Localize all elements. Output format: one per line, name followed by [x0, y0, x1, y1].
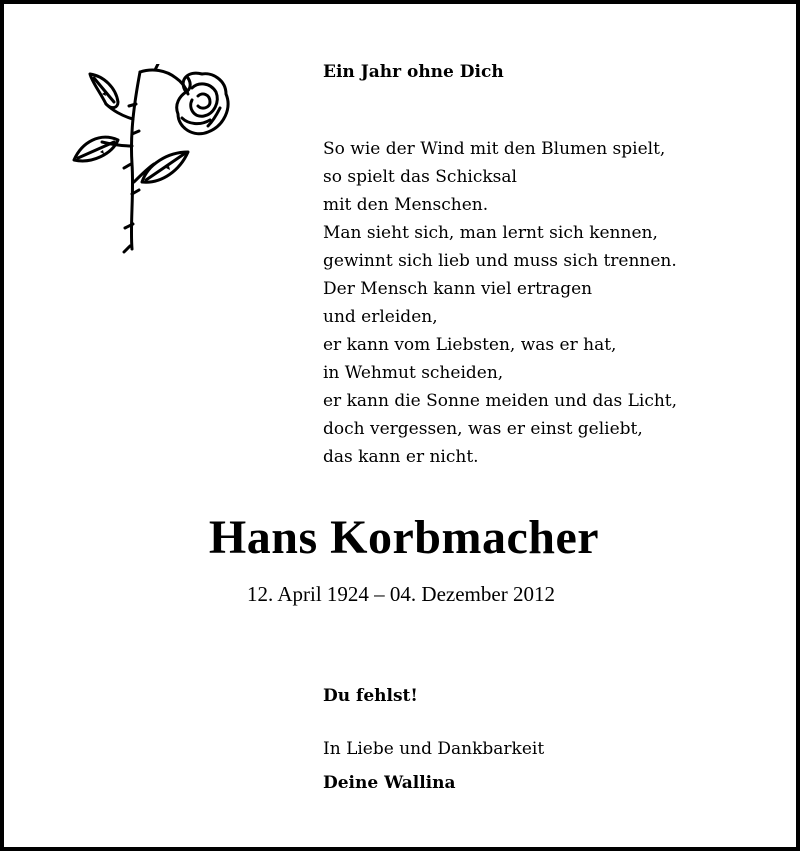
- poem-line: Man sieht sich, man lernt sich kennen,: [323, 223, 658, 243]
- poem-line: er kann vom Liebsten, was er hat,: [323, 335, 617, 355]
- poem-line: mit den Menschen.: [323, 195, 489, 215]
- deceased-name: Hans Korbmacher: [208, 511, 600, 564]
- poem-line: in Wehmut scheiden,: [323, 363, 504, 383]
- poem-line: und erleiden,: [323, 307, 438, 327]
- love-line: In Liebe und Dankbarkeit: [323, 739, 545, 759]
- poem-line: so spielt das Schicksal: [323, 167, 517, 187]
- poem-line: er kann die Sonne meiden und das Licht,: [323, 391, 678, 411]
- life-dates: 12. April 1924 – 04. Dezember 2012: [247, 582, 555, 606]
- rose-icon: [70, 64, 234, 260]
- poem-line: doch vergessen, was er einst geliebt,: [323, 419, 643, 439]
- poem-line: Der Mensch kann viel ertragen: [323, 279, 593, 299]
- signature: Deine Wallina: [323, 773, 456, 793]
- poem-line: So wie der Wind mit den Blumen spielt,: [323, 139, 666, 159]
- poem-heading: Ein Jahr ohne Dich: [323, 62, 504, 82]
- missed-line: Du fehlst!: [323, 686, 418, 706]
- poem-line: das kann er nicht.: [323, 447, 479, 467]
- poem: [323, 135, 677, 471]
- poem-line: gewinnt sich lieb und muss sich trennen.: [323, 251, 677, 271]
